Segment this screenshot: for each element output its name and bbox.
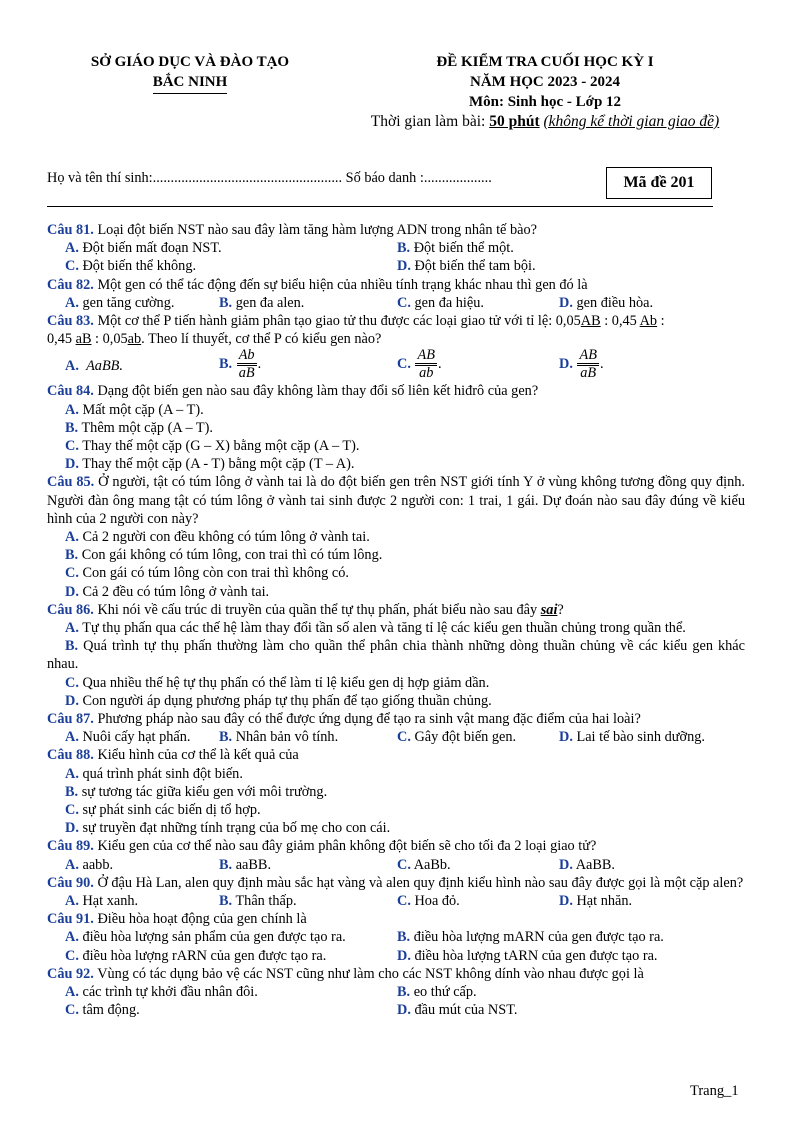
q92-option-a[interactable]: A. các trình tự khởi đầu nhân đôi. bbox=[65, 984, 258, 1000]
q91-option-a[interactable]: A. điều hòa lượng sản phẩm của gen được tạo ra. bbox=[65, 929, 346, 946]
page-number: Trang_1 bbox=[690, 1083, 739, 1099]
q82-option-b[interactable]: B. gen đa alen. bbox=[219, 294, 305, 311]
id-field: Số báo danh :................... bbox=[345, 170, 492, 186]
q90-option-d[interactable]: D. Hạt nhăn. bbox=[559, 893, 633, 910]
q92-option-c[interactable]: C. tâm động. bbox=[65, 1002, 140, 1019]
q89-option-d[interactable]: D. AaBB. bbox=[559, 856, 616, 873]
q92-option-d[interactable]: D. đầu mút của NST. bbox=[397, 1002, 518, 1019]
q84-option-d[interactable]: D. Thay thế một cặp (A - T) bằng một cặp (T – A). bbox=[65, 456, 355, 473]
q81-options-row1 bbox=[47, 239, 745, 257]
q90-option-c[interactable]: C. Hoa đỏ. bbox=[397, 893, 460, 910]
q91-option-c[interactable]: C. điều hòa lượng rARN của gen được tạo ra. bbox=[65, 947, 327, 964]
q87-option-d[interactable]: D. Lai tế bào sinh dưỡng. bbox=[559, 729, 705, 746]
q86-option-d[interactable]: D. Con người áp dụng phương pháp tự thụ phấn để tạo giống thuần chủng. bbox=[65, 692, 492, 709]
question-86: Câu 86. Khi nói về cấu trúc di truyền của quần thể tự thụ phấn, phát biểu nào sau đây sai? bbox=[47, 601, 564, 618]
exam-title: ĐỀ KIỂM TRA CUỐI HỌC KỲ I bbox=[436, 54, 654, 70]
q83-option-b[interactable]: B. $\frac{Ab}{aB}$ . bbox=[219, 347, 262, 382]
q91-options-row2 bbox=[47, 947, 745, 965]
q86-option-b[interactable]: B. Quá trình tự thụ phấn thường làm cho quần thể phân chia thành những dòng thuần chủng về các kiểu gen khác nhau. bbox=[47, 638, 745, 673]
q92-options-row1 bbox=[47, 983, 745, 1001]
department-header bbox=[40, 52, 340, 94]
q87-option-c[interactable]: C. Gây đột biến gen. bbox=[397, 729, 517, 746]
time-duration: 50 phút bbox=[489, 113, 540, 130]
q92-options-row2 bbox=[47, 1001, 745, 1019]
q88-option-c[interactable]: C. sự phát sinh các biến dị tổ hợp. bbox=[65, 802, 261, 819]
q84-option-c[interactable]: C. Thay thế một cặp (G – X) bằng một cặp (A – T). bbox=[65, 437, 360, 454]
q85-option-b[interactable]: B. Con gái không có túm lông, con trai thì có túm lông. bbox=[65, 547, 383, 564]
header-divider bbox=[47, 206, 713, 207]
question-81: Câu 81. Loại đột biến NST nào sau đây làm tăng hàm lượng ADN trong nhân tế bào? bbox=[47, 222, 537, 238]
question-90: Câu 90. Ở đậu Hà Lan, alen quy định màu sắc hạt vàng và alen quy định kiểu hình nào sau đây được gọi là một cặp alen? bbox=[47, 874, 744, 891]
time-note: (không kể thời gian giao đề) bbox=[543, 113, 720, 130]
q85-option-d[interactable]: D. Cả 2 đều có túm lông ở vành tai. bbox=[65, 583, 270, 600]
q84-option-b[interactable]: B. Thêm một cặp (A – T). bbox=[65, 419, 213, 436]
q82-option-c[interactable]: C. gen đa hiệu. bbox=[397, 294, 484, 311]
q92-option-b[interactable]: B. eo thứ cấp. bbox=[397, 984, 477, 1000]
q90-option-a[interactable]: A. Hạt xanh. bbox=[65, 893, 139, 910]
q87-option-a[interactable]: A. Nuôi cấy hạt phấn. bbox=[65, 729, 191, 746]
q88-option-b[interactable]: B. sự tương tác giữa kiểu gen với môi trường. bbox=[65, 783, 328, 800]
question-88: Câu 88. Kiểu hình của cơ thể là kết quả của bbox=[47, 747, 299, 764]
question-83: Câu 83. Một cơ thể P tiến hành giảm phân tạo giao tử thu được các loại giao tử với tỉ lệ: 0,05AB : 0,45 Ab : 0,45 aB : 0,05ab. Theo lí thuyết, cơ thể P có kiểu gen nào? bbox=[47, 312, 665, 348]
q81-option-c[interactable]: C. Đột biến thể không. bbox=[65, 258, 197, 275]
question-87: Câu 87. Phương pháp nào sau đây có thể được ứng dụng để tạo ra sinh vật mang đặc điểm của hai loài? bbox=[47, 711, 641, 728]
time-line bbox=[350, 112, 740, 132]
q87-option-b[interactable]: B. Nhân bản vô tính. bbox=[219, 729, 339, 746]
q82-options bbox=[47, 294, 745, 312]
question-84: Câu 84. Dạng đột biến gen nào sau đây không làm thay đổi số liên kết hiđrô của gen? bbox=[47, 383, 539, 400]
school-year: NĂM HỌC 2023 - 2024 bbox=[470, 74, 620, 90]
name-field: Họ và tên thí sinh:..................................................... bbox=[47, 170, 343, 186]
question-89: Câu 89. Kiểu gen của cơ thể nào sau đây giảm phân không đột biến sẽ cho tối đa 2 loại giao tử? bbox=[47, 838, 597, 855]
q90-options bbox=[47, 892, 745, 910]
q83-option-a[interactable]: A. AaBB. bbox=[65, 358, 123, 375]
question-list bbox=[47, 221, 745, 1019]
q90-option-b[interactable]: B. Thân thấp. bbox=[219, 893, 297, 910]
q87-options bbox=[47, 728, 745, 746]
q91-options-row1 bbox=[47, 928, 745, 946]
q82-option-d[interactable]: D. gen điều hòa. bbox=[559, 294, 654, 311]
q89-option-b[interactable]: B. aaBB. bbox=[219, 856, 272, 873]
province-name: BẮC NINH bbox=[153, 72, 228, 94]
q86-option-a[interactable]: A. Tự thụ phấn qua các thế hệ làm thay đổi tần số alen và tăng tỉ lệ các kiểu gen thuần chủng trong quần thể. bbox=[65, 620, 686, 637]
q91-option-d[interactable]: D. điều hòa lượng tARN của gen được tạo ra. bbox=[397, 947, 658, 964]
exam-code-box: Mã đề 201 bbox=[606, 167, 712, 199]
q86-option-c[interactable]: C. Qua nhiều thế hệ tự thụ phấn có thể làm tỉ lệ kiểu gen dị hợp giảm dần. bbox=[65, 674, 490, 691]
question-92: Câu 92. Vùng có tác dụng bảo vệ các NST cũng như làm cho các NST không dính vào nhau được gọi là bbox=[47, 965, 644, 982]
subject: Môn: Sinh học - Lớp 12 bbox=[468, 94, 622, 110]
q91-option-b[interactable]: B. điều hòa lượng mARN của gen được tạo ra. bbox=[397, 929, 664, 946]
q89-option-c[interactable]: C. AaBb. bbox=[397, 856, 451, 873]
q83-options bbox=[47, 348, 745, 382]
q83-option-d[interactable]: D. $\frac{AB}{aB}$ . bbox=[559, 347, 604, 382]
q81-option-b[interactable]: B. Đột biến thể một. bbox=[397, 240, 514, 257]
q82-option-a[interactable]: A. gen tăng cường. bbox=[65, 294, 175, 311]
question-91: Câu 91. Điều hòa hoạt động của gen chính là bbox=[47, 911, 307, 928]
exam-header bbox=[350, 52, 740, 132]
candidate-info bbox=[47, 170, 492, 187]
q81-options-row2 bbox=[47, 257, 745, 275]
time-prefix: Thời gian làm bài: bbox=[370, 113, 490, 130]
q88-option-a[interactable]: A. quá trình phát sinh đột biến. bbox=[65, 765, 243, 782]
q89-options bbox=[47, 856, 745, 874]
q85-option-c[interactable]: C. Con gái có túm lông còn con trai thì không có. bbox=[65, 565, 349, 582]
q84-option-a[interactable]: A. Mất một cặp (A – T). bbox=[65, 401, 204, 418]
q89-option-a[interactable]: A. aabb. bbox=[65, 856, 114, 873]
department-name: SỞ GIÁO DỤC VÀ ĐÀO TẠO bbox=[90, 54, 290, 70]
q83-option-c[interactable]: C. $\frac{AB}{ab}$ . bbox=[397, 347, 442, 382]
q81-option-a[interactable]: A. Đột biến mất đoạn NST. bbox=[65, 240, 222, 257]
q85-option-a[interactable]: A. Cả 2 người con đều không có túm lông ở vành tai. bbox=[65, 529, 370, 545]
question-82: Câu 82. Một gen có thể tác động đến sự biểu hiện của nhiều tính trạng khác nhau thì gen đó là bbox=[47, 276, 588, 293]
question-85: Câu 85. Ở người, tật có túm lông ở vành tai là do đột biến gen trên NST giới tính Y ở vùng không tương đồng quy định. Người đàn ông mang tật có túm lông ở vành tai sinh được 2 người con: 1 trai, 1 gái. Dự đoán nào sau đây đúng về kiểu hình của 2 người con này? bbox=[47, 474, 745, 527]
q88-option-d[interactable]: D. sự truyền đạt những tính trạng của bố mẹ cho con cái. bbox=[65, 820, 391, 837]
q81-option-d[interactable]: D. Đột biến thể tam bội. bbox=[397, 258, 536, 275]
